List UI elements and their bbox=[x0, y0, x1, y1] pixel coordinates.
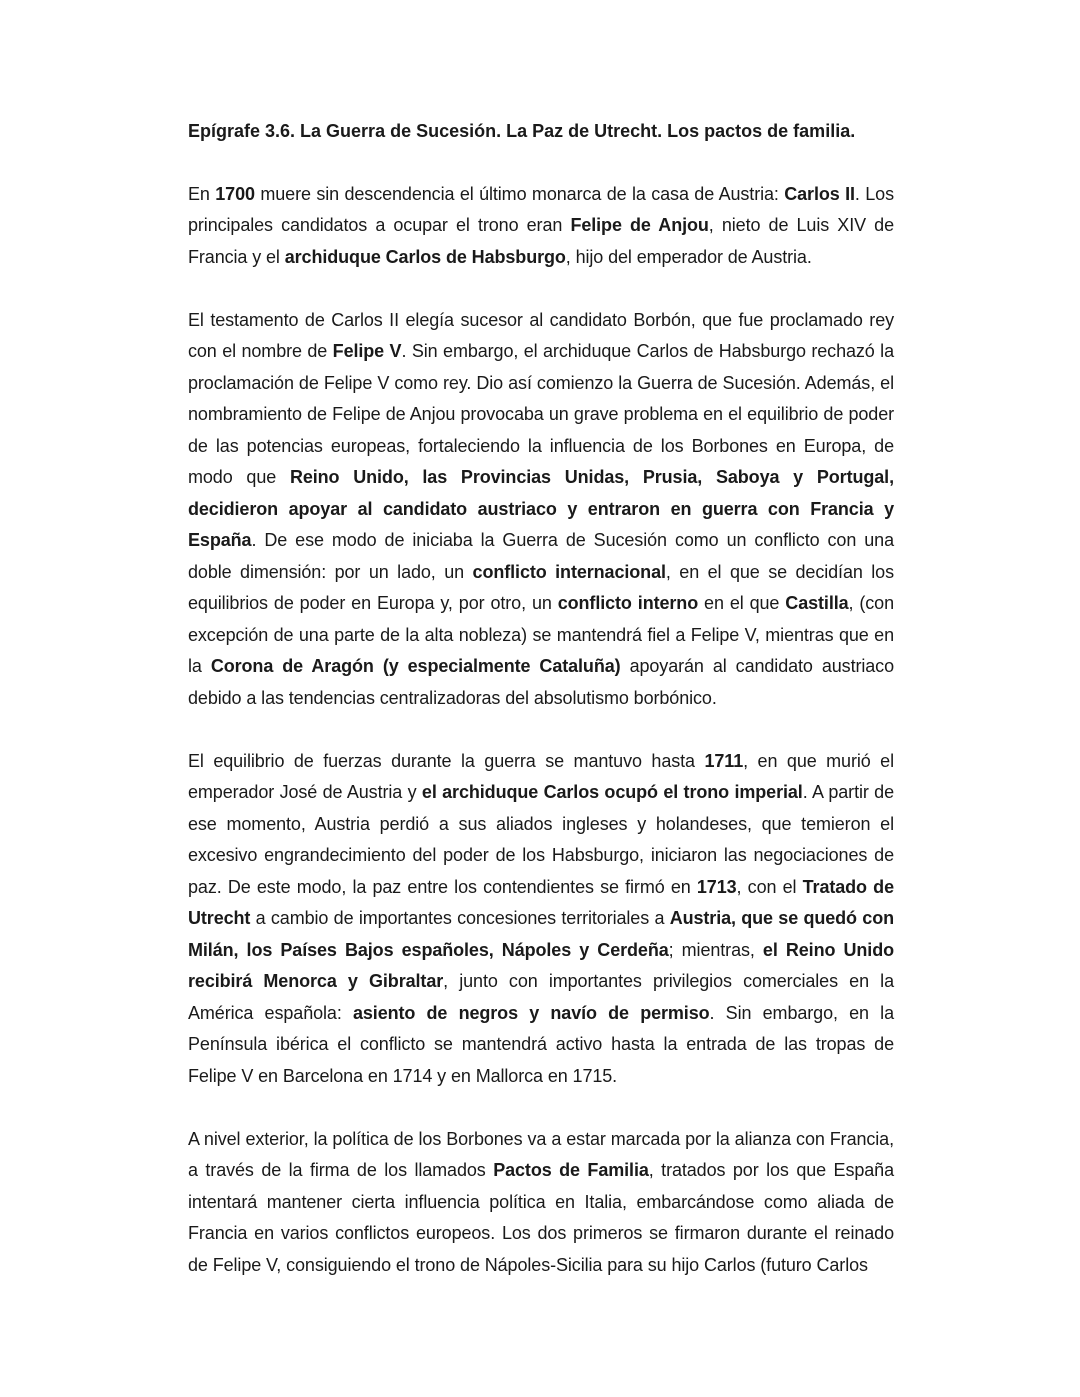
bold-run: Felipe V bbox=[332, 341, 402, 361]
bold-run: el Reino Unido recibirá Menorca y Gibraltar bbox=[188, 939, 894, 991]
text-run: , junto con importantes privilegios comerciales en la América española: bbox=[188, 971, 894, 1023]
text-run: . De ese modo de iniciaba la Guerra de Sucesión como un conflicto con una doble dimensión: por un lado, un bbox=[188, 530, 894, 582]
text-run: , nieto de Luis XIV de Francia y el bbox=[188, 215, 894, 267]
bold-run: Pactos de Familia bbox=[493, 1160, 649, 1180]
text-run: . Los principales candidatos a ocupar el trono eran bbox=[188, 183, 894, 235]
text-run: apoyarán al candidato austriaco debido a las tendencias centralizadoras del absolutismo borbónico. bbox=[188, 656, 894, 708]
bold-run: Castilla bbox=[785, 593, 849, 613]
text-run: . Sin embargo, el archiduque Carlos de Habsburgo rechazó la proclamación de Felipe V como rey. Dio así comienzo la Guerra de Sucesión. Además, el nombramiento de Felipe de Anjou provocaba un grave problema en el equilibrio de poder de las potencias europeas, fortaleciendo la influencia de los Borbones en Europa, de modo que bbox=[188, 341, 894, 487]
bold-run: 1711 bbox=[704, 750, 744, 771]
bold-run: Felipe de Anjou bbox=[570, 215, 709, 235]
bold-run: Corona de Aragón (y especialmente Cataluña) bbox=[210, 656, 621, 676]
paragraph-succession-candidates bbox=[188, 179, 894, 274]
text-run: El equilibrio de fuerzas durante la guerra se mantuvo hasta bbox=[188, 750, 705, 771]
text-run: . A partir de ese momento, Austria perdió a sus aliados ingleses y holandeses, que temieron el excesivo engrandecimiento del poder de los Habsburgo, iniciaron las negociaciones de paz. De este modo, la paz entre los contendientes se firmó en bbox=[188, 782, 895, 897]
text-run: , en el que se decidían los equilibrios de poder en Europa y, por otro, un bbox=[188, 561, 894, 613]
paragraph-family-pacts bbox=[188, 1124, 894, 1282]
bold-run: Carlos II bbox=[784, 183, 855, 204]
text-run: , en que murió el emperador José de Austria y bbox=[188, 750, 894, 802]
bold-run: conflicto interno bbox=[557, 593, 699, 613]
text-run: , con el bbox=[736, 876, 803, 897]
text-run: El testamento de Carlos II elegía sucesor al candidato Borbón, que fue proclamado rey con el nombre de bbox=[188, 309, 894, 361]
text-run: en el que bbox=[698, 593, 786, 613]
text-run: , hijo del emperador de Austria. bbox=[565, 246, 812, 267]
text-run: , tratados por los que España intentará mantener cierta influencia política en Italia, embarcándose como aliada de Francia en varios conflictos europeos. Los dos primeros se firmaron durante el reinado de Felipe V, consiguiendo el trono de Nápoles-Sicilia para su hijo Carlos (futuro Carlos bbox=[188, 1160, 894, 1275]
bold-run: el archiduque Carlos ocupó el trono imperial bbox=[421, 782, 803, 802]
document-page bbox=[188, 116, 894, 1281]
text-run: ; mientras, bbox=[668, 939, 763, 960]
bold-run: Tratado de Utrecht bbox=[188, 876, 894, 928]
text-run: En bbox=[188, 183, 216, 204]
bold-run: 1713 bbox=[696, 876, 737, 897]
bold-run: asiento de negros y navío de permiso bbox=[352, 1002, 710, 1023]
text-run: A nivel exterior, la política de los Borbones va a estar marcada por la alianza con Francia, a través de la firma de los llamados bbox=[188, 1128, 894, 1180]
bold-run: Reino Unido, las Provincias Unidas, Prusia, Saboya y Portugal, decidieron apoyar al candidato austriaco y entraron en guerra con Francia y España bbox=[188, 467, 894, 550]
page-title: Epígrafe 3.6. La Guerra de Sucesión. La Paz de Utrecht. Los pactos de familia. bbox=[188, 121, 856, 141]
text-run: , (con excepción de una parte de la alta nobleza) se mantendrá fiel a Felipe V, mientras que en la bbox=[188, 593, 895, 676]
bold-run: archiduque Carlos de Habsburgo bbox=[284, 246, 566, 267]
paragraph-treaty-utrecht bbox=[188, 746, 894, 1093]
paragraph-war-outbreak bbox=[188, 305, 894, 715]
bold-run: 1700 bbox=[215, 183, 255, 204]
bold-run: Austria, que se quedó con Milán, los Países Bajos españoles, Nápoles y Cerdeña bbox=[188, 908, 894, 960]
text-run: . Sin embargo, en la Península ibérica el conflicto se mantendrá activo hasta la entrada de las tropas de Felipe V en Barcelona en 1714 y en Mallorca en 1715. bbox=[188, 1002, 894, 1086]
text-run: a cambio de importantes concesiones territoriales a bbox=[250, 908, 670, 928]
text-run: muere sin descendencia el último monarca de la casa de Austria: bbox=[254, 183, 785, 204]
bold-run: conflicto internacional bbox=[472, 561, 666, 582]
